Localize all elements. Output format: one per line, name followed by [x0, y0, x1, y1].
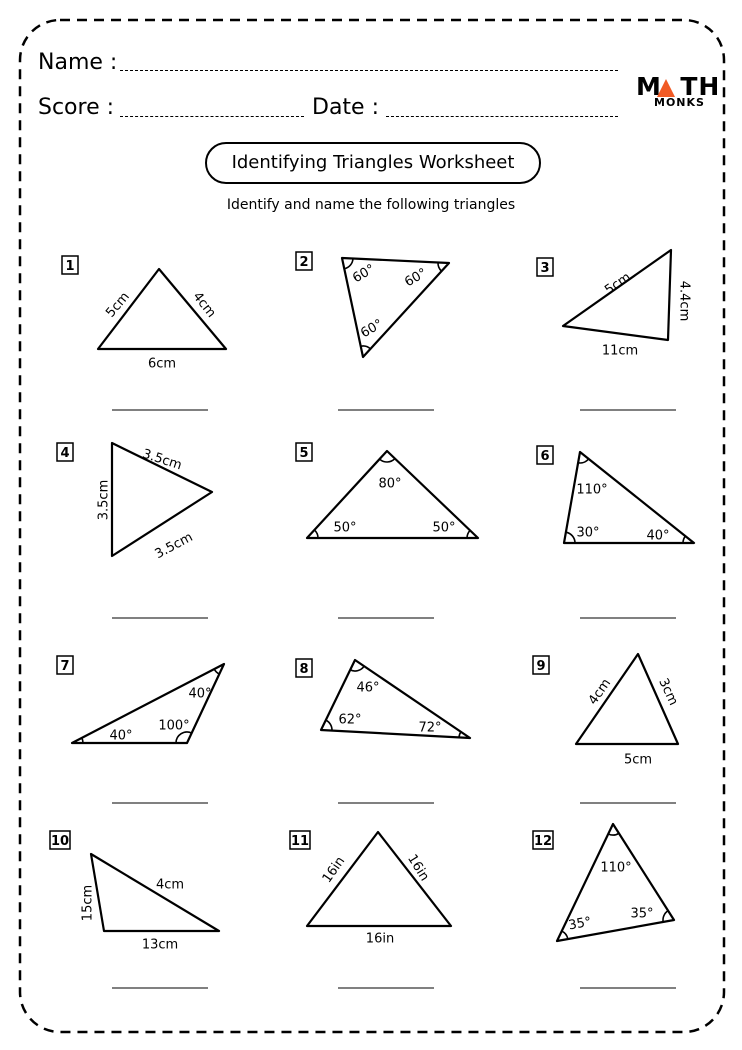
name-label: Name :: [38, 50, 118, 75]
triangle-label: 60°: [402, 265, 430, 291]
problem-number: 5: [299, 446, 309, 461]
angle-arc: [562, 931, 568, 939]
triangle-label: 50°: [432, 520, 456, 536]
problem-7: [57, 656, 224, 803]
triangle-label: 3.5cm: [152, 529, 196, 563]
problem-number: 3: [540, 261, 550, 276]
triangle-shape: [72, 664, 224, 743]
angle-arc: [214, 669, 219, 674]
angle-arc: [380, 459, 395, 462]
problem-number: 11: [290, 834, 310, 849]
triangle-label: 16in: [404, 851, 432, 885]
problem-1: [62, 256, 226, 410]
triangle-label: 110°: [576, 482, 608, 498]
logo-monks: MONKS: [654, 96, 705, 109]
problem-11: [290, 831, 451, 988]
triangle-label: 80°: [378, 476, 402, 492]
triangle-label: 5cm: [602, 269, 634, 299]
problem-2: [296, 252, 449, 410]
problem-12: [533, 824, 676, 988]
triangle-label: 5cm: [103, 289, 133, 321]
triangle-label: 30°: [576, 525, 600, 541]
triangle-label: 4cm: [585, 676, 615, 708]
triangle-label: 40°: [109, 728, 133, 744]
problem-8: [296, 659, 470, 803]
triangle-label: 13cm: [141, 937, 179, 953]
triangle-label: 35°: [630, 906, 654, 922]
date-label: Date :: [312, 95, 379, 120]
instructions: Identify and name the following triangles: [226, 197, 516, 213]
triangle-label: 3.5cm: [96, 479, 112, 521]
triangle-label: 16in: [319, 854, 349, 886]
triangle-label: 15cm: [80, 884, 96, 922]
problem-number: 4: [60, 446, 70, 461]
triangle-label: 100°: [158, 718, 190, 734]
problem-3: [537, 250, 692, 410]
triangle-label: 72°: [418, 720, 442, 736]
triangle-label: 46°: [356, 680, 380, 696]
problem-number: 1: [65, 259, 75, 274]
problem-number: 12: [533, 834, 553, 849]
triangle-label: 6cm: [147, 356, 177, 372]
triangle-label: 110°: [600, 860, 632, 876]
triangle-label: 16in: [365, 931, 395, 947]
angle-arc: [344, 259, 353, 269]
triangle-label: 35°: [567, 914, 593, 934]
problem-6: [537, 446, 694, 618]
problem-number: 2: [299, 255, 309, 270]
logo-math: M TH: [636, 72, 721, 101]
triangle-label: 40°: [646, 528, 670, 544]
angle-arc: [326, 720, 332, 730]
angle-arc: [608, 833, 619, 835]
angle-arc: [566, 532, 575, 543]
triangle-label: 4.4cm: [676, 280, 692, 322]
problem-number: 10: [50, 834, 70, 849]
problem-number: 8: [299, 662, 309, 677]
triangle-label: 60°: [350, 261, 378, 287]
triangle-label: 50°: [333, 520, 357, 536]
angle-arc: [467, 530, 470, 538]
triangle-label: 3.5cm: [140, 446, 184, 474]
problem-number: 7: [60, 659, 70, 674]
triangle-label: 60°: [358, 316, 386, 342]
triangle-label: 11cm: [601, 343, 639, 359]
triangle-label: 4cm: [155, 877, 185, 893]
triangle-label: 40°: [188, 686, 212, 702]
triangle-label: 62°: [338, 712, 362, 728]
angle-arc: [314, 530, 318, 538]
worksheet-title: Identifying Triangles Worksheet: [205, 142, 541, 184]
angle-arc: [438, 262, 442, 271]
triangle-shape: [563, 250, 671, 340]
triangle-label: 5cm: [623, 752, 653, 768]
problem-10: [50, 831, 219, 988]
problem-9: [533, 654, 681, 803]
problem-4: [57, 443, 212, 618]
triangle-label: 3cm: [655, 676, 681, 708]
problem-number: 6: [540, 449, 550, 464]
problem-number: 9: [536, 659, 546, 674]
problem-5: [296, 443, 478, 618]
score-label: Score :: [38, 95, 115, 120]
triangle-label: 4cm: [189, 289, 219, 321]
triangle-shape: [91, 854, 219, 931]
